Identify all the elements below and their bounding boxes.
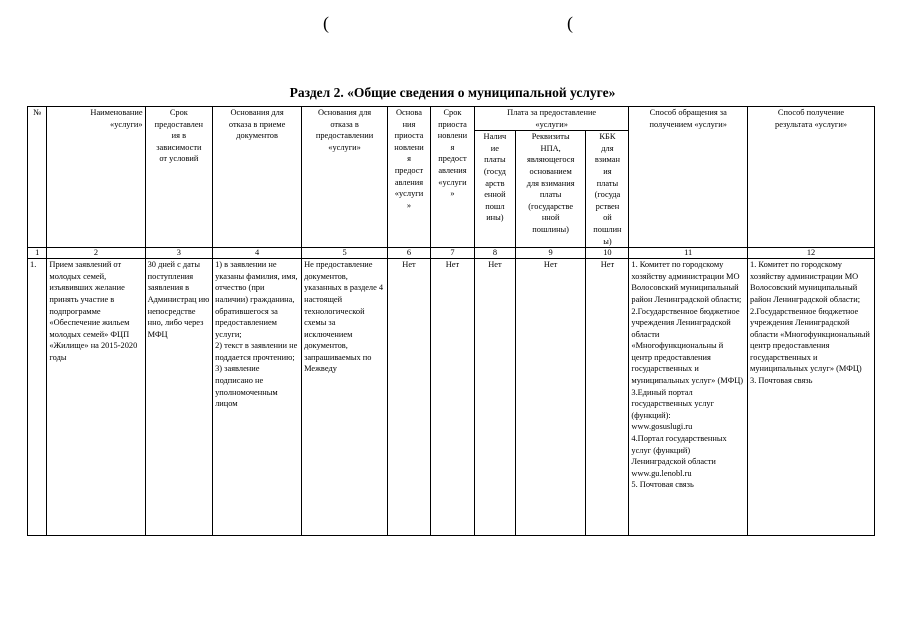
column-number: 7 xyxy=(430,248,474,259)
header-term: Срок предоставлен ия в зависимости от условий xyxy=(145,107,213,248)
column-number: 10 xyxy=(586,248,629,259)
column-number: 2 xyxy=(47,248,145,259)
service-name-cell: Прием заявлений от молодых семей, изъявивших желание принять участие в подпрограмме «Обеспечение жильем молодых семей» ФЦП «Жилище» на 2015-2020 годы xyxy=(47,259,145,536)
table-row xyxy=(28,259,875,536)
fee-cell: Нет xyxy=(474,259,515,536)
column-number: 5 xyxy=(302,248,388,259)
column-number: 3 xyxy=(145,248,213,259)
right-parenthesis: ( xyxy=(567,13,573,33)
header-fee-presence: Налич ие платы (госуд арств енной пошл ины) xyxy=(474,131,515,248)
header-fee-group: Плата за предоставление «услуги» xyxy=(474,107,628,131)
header-service-name: Наименование «услуги» xyxy=(47,107,145,248)
header-result-method: Способ получение результата «услуги» xyxy=(748,107,875,248)
result-method-cell: 1. Комитет по городскому хозяйству администрации МО Волосовский муниципальный район Ленинградской области; 2.Государственное бюджетное учреждения Ленинградской области «Многофункциональный центр предоставления государственных и муниципальных услуг» (МФЦ) 3. Почтовая связь xyxy=(748,259,875,536)
header-kbk: КБК для взиман ия платы (госуда рствен ой пошлин ы) xyxy=(586,131,629,248)
column-numbers-row xyxy=(28,248,875,259)
column-number: 1 xyxy=(28,248,47,259)
header-refuse-service: Основания для отказа в предоставлении «услуги» xyxy=(302,107,388,248)
row-number: 1. xyxy=(28,259,47,536)
header-apply-method: Способ обращения за получением «услуги» xyxy=(629,107,748,248)
suspend-grounds-cell: Нет xyxy=(388,259,431,536)
left-parenthesis: ( xyxy=(323,13,329,33)
services-table xyxy=(27,106,875,536)
header-number: № xyxy=(28,107,47,248)
kbk-cell: Нет xyxy=(586,259,629,536)
column-number: 12 xyxy=(748,248,875,259)
column-number: 11 xyxy=(629,248,748,259)
suspend-term-cell: Нет xyxy=(430,259,474,536)
header-suspend-grounds: Основа ния приоста новлени я предост авления «услуги » xyxy=(388,107,431,248)
apply-method-cell: 1. Комитет по городскому хозяйству администрации МО Волосовский муниципальный район Ленинградской области; 2.Государственное бюджетное учреждения Ленинградской области «Многофункциональны й центр предоставления государственных и муниципальных услуг» (МФЦ) 3.Единый портал государственных услуг (функций): www.gosuslugi.ru 4.Портал государственных услуг (функций) Ленинградской области www.gu.lenobl.ru 5. Почтовая связь xyxy=(629,259,748,536)
column-number: 8 xyxy=(474,248,515,259)
refuse-docs-cell: 1) в заявлении не указаны фамилия, имя, отчество (при наличии) гражданина, обратившегося за предоставлением услуги; 2) текст в заявлении не поддается прочтению; 3) заявление подписано не уполномоченным лицом xyxy=(213,259,302,536)
header-npa-details: Реквизиты НПА, являющегося основанием для взимания платы (государстве нной пошлины) xyxy=(515,131,586,248)
column-number: 4 xyxy=(213,248,302,259)
column-number: 6 xyxy=(388,248,431,259)
section-title: Раздел 2. «Общие сведения о муниципальной услуге» xyxy=(289,85,616,100)
refuse-service-cell: Не предоставление документов, указанных в разделе 4 настоящей технологической схемы за исключением документов, запрашиваемых по Межведу xyxy=(302,259,388,536)
term-cell: 30 дней с даты поступления заявления в Администрац ию непосредстве нно, либо через МФЦ xyxy=(145,259,213,536)
column-number: 9 xyxy=(515,248,586,259)
header-suspend-term: Срок приоста новлени я предост авления «услуги » xyxy=(430,107,474,248)
header-refuse-docs: Основания для отказа в приеме документов xyxy=(213,107,302,248)
npa-cell: Нет xyxy=(515,259,586,536)
